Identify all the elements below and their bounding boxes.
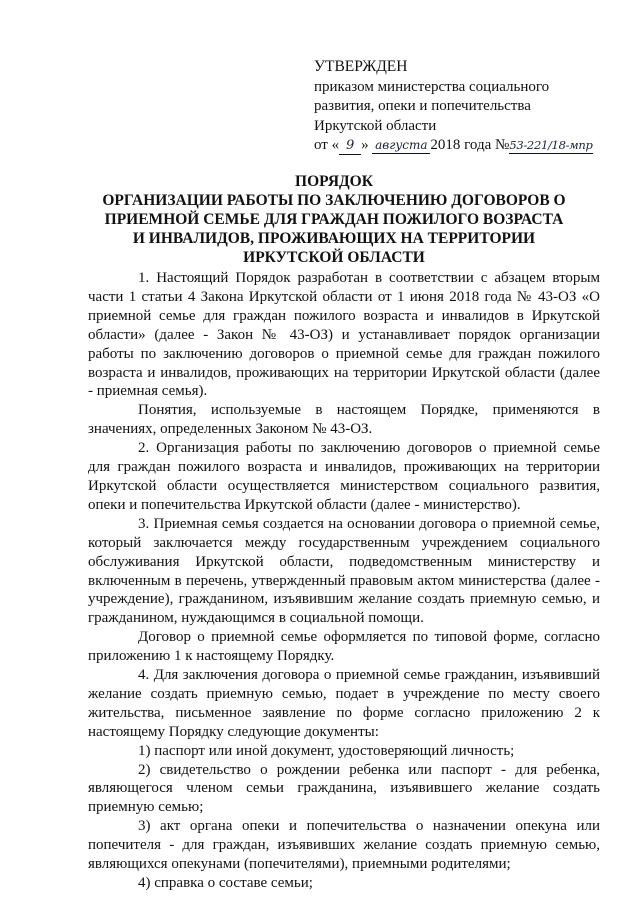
list-item-2: 2) свидетельство о рождении ребенка или паспорт - для ребенка, являющегося членом семьи гражданина, изъявившего желание создать приемную семью; — [88, 761, 600, 816]
paragraph-2: Понятия, используемые в настоящем Порядке, применяются в значениях, определенных Законом № 43-ОЗ. — [88, 402, 600, 438]
date-separator: » — [361, 137, 369, 153]
list-item-4: 4) справка о составе семьи; — [138, 875, 313, 891]
date-day-handwritten: 9 — [339, 138, 361, 155]
list-item-1: 1) паспорт или иной документ, удостоверяющий личность; — [138, 742, 515, 759]
title-line-4: И ИНВАЛИДОВ, ПРОЖИВАЮЩИХ НА ТЕРРИТОРИИ — [132, 230, 536, 247]
date-month-handwritten: августа — [372, 137, 430, 154]
approval-line-3: Иркутской области — [314, 117, 437, 134]
approval-block — [314, 57, 634, 156]
date-prefix: от « — [314, 137, 340, 153]
paragraph-3: 2. Организация работы по заключению договоров о приемной семье для граждан пожилого возраста и инвалидов, проживающих на территории Иркутской области осуществляется министерством социального развития, опеки и попечительства Иркутской области (далее - министерство). — [88, 440, 600, 513]
title-line-5: ИРКУТСКОЙ ОБЛАСТИ — [243, 249, 425, 266]
date-year: 2018 года № — [430, 137, 510, 153]
document-title — [60, 172, 608, 267]
paragraph-6: 4. Для заключения договора о приемной семье гражданин, изъявивший желание создать приемную семью, подает в учреждение по месту своего жительства, письменное заявление по форме согласно приложению 2 к настоящему Порядку следующие документы: — [88, 667, 600, 740]
paragraph-4: 3. Приемная семья создается на основании договора о приемной семье, который заключается между государственным учреждением социального обслуживания Иркутской области, подведомственным министерству и включенным в перечень, утвержденный правовым актом министерства (далее - учреждение), гражданином, изъявившим желание создать приемную семью, и гражданином, нуждающимся в социальной помощи. — [88, 515, 600, 627]
list-item-3: 3) акт органа опеки и попечительства о назначении опекуна или попечителя - для граждан, изъявивших желание создать приемную семью, являющихся опекунами (попечителями), приемными родителями; — [88, 818, 600, 873]
document-body — [88, 269, 600, 893]
approval-date-line — [314, 136, 634, 156]
paragraph-1: 1. Настоящий Порядок разработан в соответствии с абзацем вторым части 1 статьи 4 Закона Иркутской области от 1 июня 2018 года № 43-ОЗ «О приемной семье для граждан пожилого возраста и инвалидов в Иркутской области» (далее - Закон № 43-ОЗ) и устанавливает порядок организации работы по заключению договоров о приемной семье для граждан пожилого возраста и инвалидов, проживающих на территории Иркутской области (далее - приемная семья). — [88, 270, 600, 400]
order-number-handwritten: 53-221/18-мпр — [509, 138, 593, 152]
approval-line-1: приказом министерства социального — [314, 78, 550, 95]
approval-heading: УТВЕРЖДЕН — [314, 58, 408, 75]
title-line-1: ПОРЯДОК — [295, 173, 373, 190]
title-line-2: ОРГАНИЗАЦИИ РАБОТЫ ПО ЗАКЛЮЧЕНИЮ ДОГОВОРОВ О — [102, 192, 566, 209]
title-line-3: ПРИЕМНОЙ СЕМЬЕ ДЛЯ ГРАЖДАН ПОЖИЛОГО ВОЗРАСТА — [104, 211, 564, 228]
approval-line-2: развития, опеки и попечительства — [314, 98, 531, 114]
paragraph-5: Договор о приемной семье оформляется по типовой форме, согласно приложению 1 к настоящему Порядку. — [88, 629, 600, 665]
